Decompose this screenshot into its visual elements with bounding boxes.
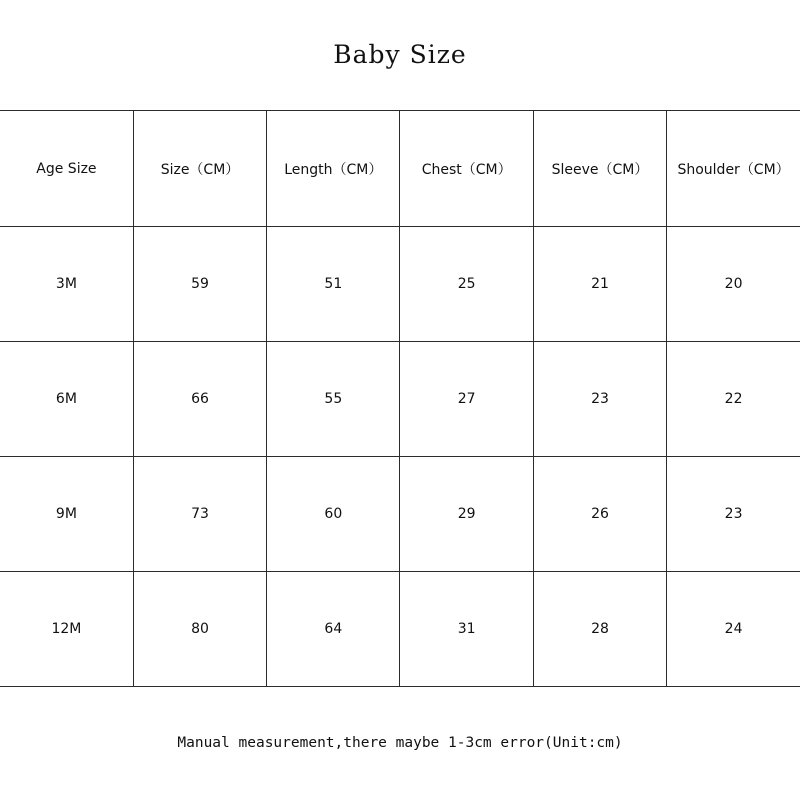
cell-sleeve: 26 bbox=[533, 457, 666, 572]
cell-length: 64 bbox=[267, 572, 400, 687]
cell-chest: 31 bbox=[400, 572, 533, 687]
cell-age-size: 9M bbox=[0, 457, 133, 572]
table-row bbox=[0, 572, 800, 687]
page-title: Baby Size bbox=[333, 40, 467, 69]
cell-shoulder: 23 bbox=[667, 457, 800, 572]
column-header-chest: Chest（CM） bbox=[400, 111, 533, 227]
measurement-note: Manual measurement,there maybe 1-3cm error(Unit:cm) bbox=[177, 735, 623, 751]
cell-length: 60 bbox=[267, 457, 400, 572]
size-table-container bbox=[0, 110, 800, 687]
cell-shoulder: 20 bbox=[667, 227, 800, 342]
cell-age-size: 12M bbox=[0, 572, 133, 687]
cell-size: 80 bbox=[133, 572, 266, 687]
cell-sleeve: 28 bbox=[533, 572, 666, 687]
cell-length: 55 bbox=[267, 342, 400, 457]
cell-size: 66 bbox=[133, 342, 266, 457]
cell-sleeve: 21 bbox=[533, 227, 666, 342]
table-row bbox=[0, 342, 800, 457]
column-header-shoulder: Shoulder（CM） bbox=[667, 111, 800, 227]
cell-size: 59 bbox=[133, 227, 266, 342]
size-table bbox=[0, 110, 800, 687]
column-header-size: Size（CM） bbox=[133, 111, 266, 227]
cell-shoulder: 24 bbox=[667, 572, 800, 687]
cell-length: 51 bbox=[267, 227, 400, 342]
column-header-length: Length（CM） bbox=[267, 111, 400, 227]
cell-chest: 27 bbox=[400, 342, 533, 457]
cell-age-size: 6M bbox=[0, 342, 133, 457]
cell-size: 73 bbox=[133, 457, 266, 572]
cell-sleeve: 23 bbox=[533, 342, 666, 457]
cell-chest: 29 bbox=[400, 457, 533, 572]
table-header-row bbox=[0, 111, 800, 227]
cell-age-size: 3M bbox=[0, 227, 133, 342]
cell-chest: 25 bbox=[400, 227, 533, 342]
table-row bbox=[0, 227, 800, 342]
table-row bbox=[0, 457, 800, 572]
column-header-sleeve: Sleeve（CM） bbox=[533, 111, 666, 227]
cell-shoulder: 22 bbox=[667, 342, 800, 457]
column-header-age-size: Age Size bbox=[0, 111, 133, 227]
